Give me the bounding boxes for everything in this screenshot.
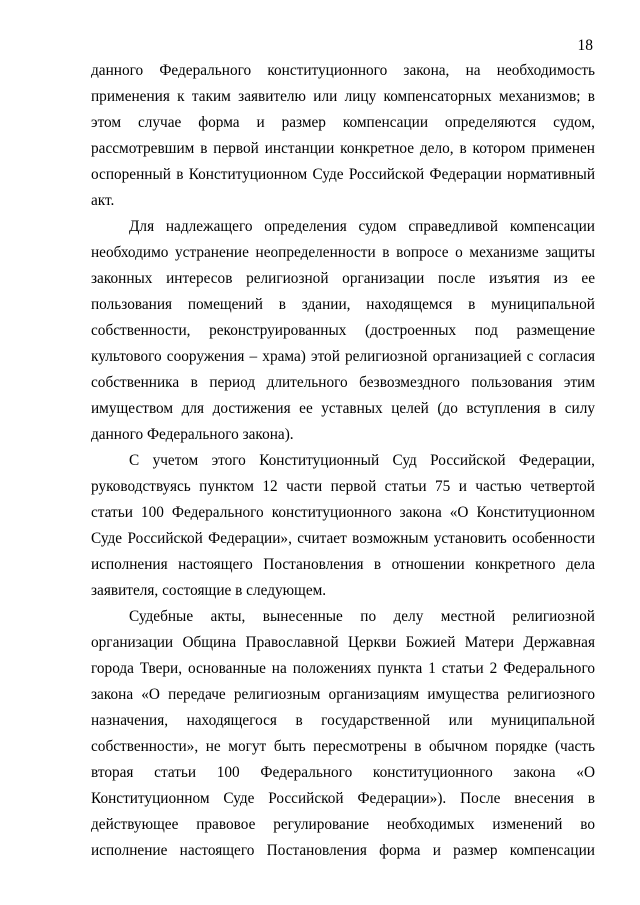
text-line: пользования помещений в здании, находящемся в муниципальной: [91, 296, 595, 313]
text-line: необходимо устранение неопределенности в вопросе о механизме защиты: [91, 244, 595, 261]
text-line: города Твери, основанные на положениях пункта 1 статьи 2 Федерального: [91, 660, 595, 677]
text-line: применения к таким заявителю или лицу компенсаторных механизмов; в: [91, 88, 595, 105]
text-line: назначения, находящегося в государственной или муниципальной: [91, 712, 595, 729]
text-line: действующее правовое регулирование необходимых изменений во: [91, 816, 595, 833]
text-line: рассмотревшим в первой инстанции конкретное дело, в котором применен: [91, 140, 595, 157]
text-line: собственности», не могут быть пересмотрены в обычном порядке (часть: [91, 738, 595, 755]
text-line: заявителя, состоящие в следующем.: [91, 582, 327, 599]
text-line: закона «О передаче религиозным организациям имущества религиозного: [91, 686, 595, 703]
text-line: культового сооружения – храма) этой религиозной организацией с согласия: [91, 348, 595, 365]
text-line: вторая статьи 100 Федерального конституционного закона «О: [91, 764, 595, 781]
text-line: законных интересов религиозной организации после изъятия из ее: [91, 270, 595, 287]
text-line: статьи 100 Федерального конституционного закона «О Конституционном: [91, 504, 595, 521]
text-line: собственника в период длительного безвозмездного пользования этим: [91, 374, 595, 391]
text-line: имуществом для достижения ее уставных целей (до вступления в силу: [91, 400, 595, 417]
text-line: руководствуясь пунктом 12 части первой статьи 75 и частью четвертой: [91, 478, 595, 495]
paragraph-first-line: С учетом этого Конституционный Суд Российской Федерации,: [129, 452, 595, 469]
text-line: Конституционном Суде Российской Федерации»). После внесения в: [91, 790, 595, 807]
text-line: организации Община Православной Церкви Божией Матери Державная: [91, 634, 595, 651]
text-line: данного Федерального закона).: [91, 426, 294, 443]
text-line: Суде Российской Федерации», считает возможным установить особенности: [91, 530, 595, 547]
text-line: данного Федерального конституционного закона, на необходимость: [91, 62, 595, 79]
text-line: исполнения настоящего Постановления в отношении конкретного дела: [91, 556, 595, 573]
text-line: акт.: [91, 192, 115, 209]
paragraph-first-line: Для надлежащего определения судом справедливой компенсации: [129, 218, 595, 235]
text-line: собственности, реконструированных (достроенных под размещение: [91, 322, 595, 339]
text-line: этом случае форма и размер компенсации определяются судом,: [91, 114, 595, 131]
text-line: исполнение настоящего Постановления форма и размер компенсации: [91, 842, 595, 859]
paragraph-first-line: Судебные акты, вынесенные по делу местной религиозной: [129, 608, 595, 625]
text-line: оспоренный в Конституционном Суде Российской Федерации нормативный: [91, 166, 595, 183]
page-number: 18: [577, 37, 593, 54]
